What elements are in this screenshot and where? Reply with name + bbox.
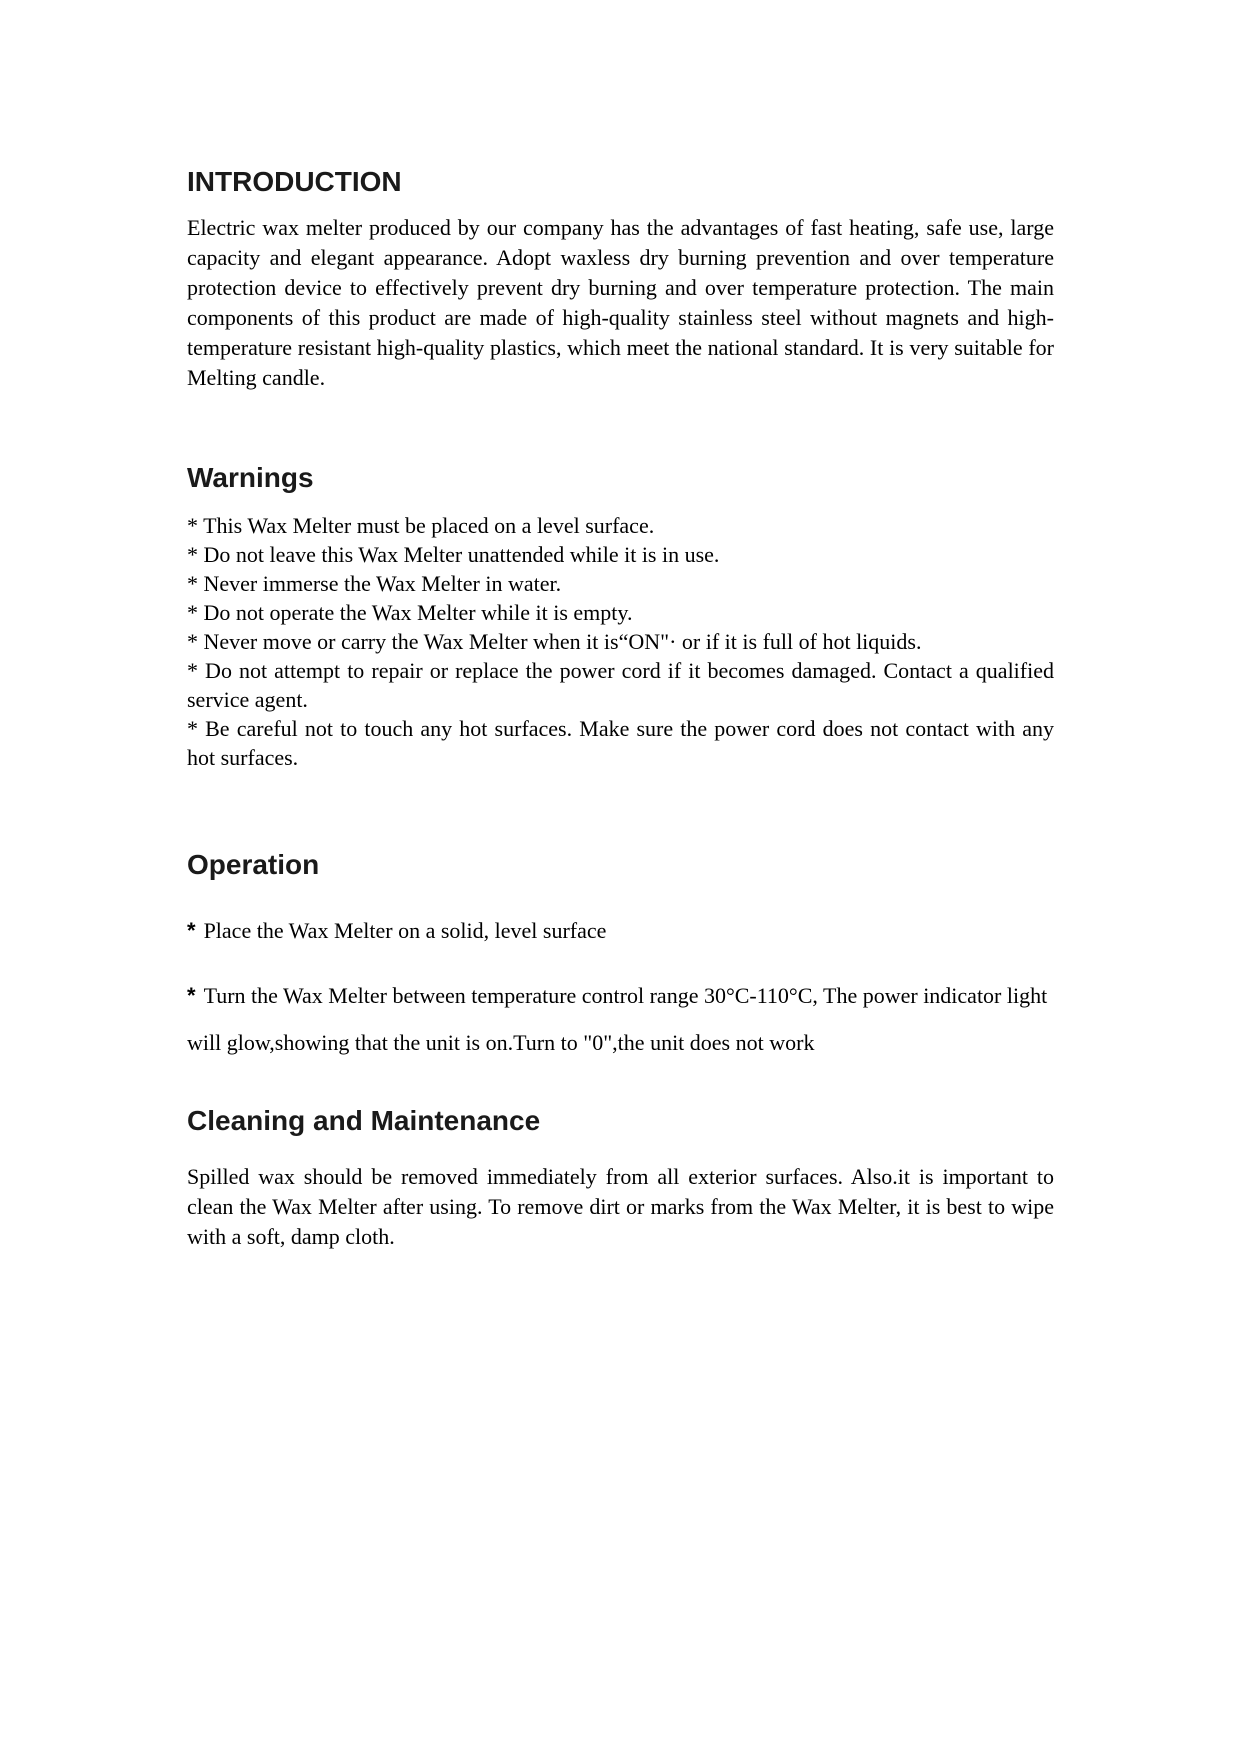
section-warnings xyxy=(187,461,1054,772)
operation-bullet xyxy=(187,914,1054,948)
section-operation xyxy=(187,848,1054,1066)
bullet-text: Turn the Wax Melter between temperature control range 30°C-110°C, The power indicator light will glow,showing that the unit is on.Turn to "0",the unit does not work xyxy=(187,983,1048,1055)
warning-item: * This Wax Melter must be placed on a level surface. xyxy=(187,513,655,538)
warning-item: * Never move or carry the Wax Melter when it is“ON"· or if it is full of hot liquids. xyxy=(187,629,922,654)
operation-bullet xyxy=(187,972,1054,1066)
warning-item: * Do not leave this Wax Melter unattended while it is in use. xyxy=(187,542,720,567)
introduction-heading: INTRODUCTION xyxy=(187,166,402,197)
warning-item: * Do not attempt to repair or replace the power cord if it becomes damaged. Contact a qualified service agent. xyxy=(187,658,1054,712)
warning-item: * Never immerse the Wax Melter in water. xyxy=(187,571,562,596)
bullet-marker: * xyxy=(187,983,196,1008)
operation-heading: Operation xyxy=(187,849,320,880)
section-cleaning xyxy=(187,1104,1054,1252)
introduction-paragraph: Electric wax melter produced by our company has the advantages of fast heating, safe use, large capacity and elegant appearance. Adopt waxless dry burning prevention and over temperature protection device to effectively prevent dry burning and over temperature protection. The main components of this product are made of high-quality stainless steel without magnets and high-temperature resistant high-quality plastics, which meet the national standard. It is very suitable for Melting candle. xyxy=(187,215,1054,390)
cleaning-paragraph: Spilled wax should be removed immediately from all exterior surfaces. Also.it is important to clean the Wax Melter after using. To remove dirt or marks from the Wax Melter, it is best to wipe with a soft, damp cloth. xyxy=(187,1164,1054,1249)
cleaning-heading: Cleaning and Maintenance xyxy=(187,1105,541,1136)
warnings-heading: Warnings xyxy=(187,462,314,493)
warning-item: * Do not operate the Wax Melter while it is empty. xyxy=(187,600,633,625)
warning-item: * Be careful not to touch any hot surfaces. Make sure the power cord does not contact with any hot surfaces. xyxy=(187,716,1054,770)
warnings-list xyxy=(187,511,1054,772)
bullet-text: Place the Wax Melter on a solid, level surface xyxy=(203,918,607,943)
section-introduction xyxy=(187,165,1054,393)
bullet-marker: * xyxy=(187,918,196,943)
